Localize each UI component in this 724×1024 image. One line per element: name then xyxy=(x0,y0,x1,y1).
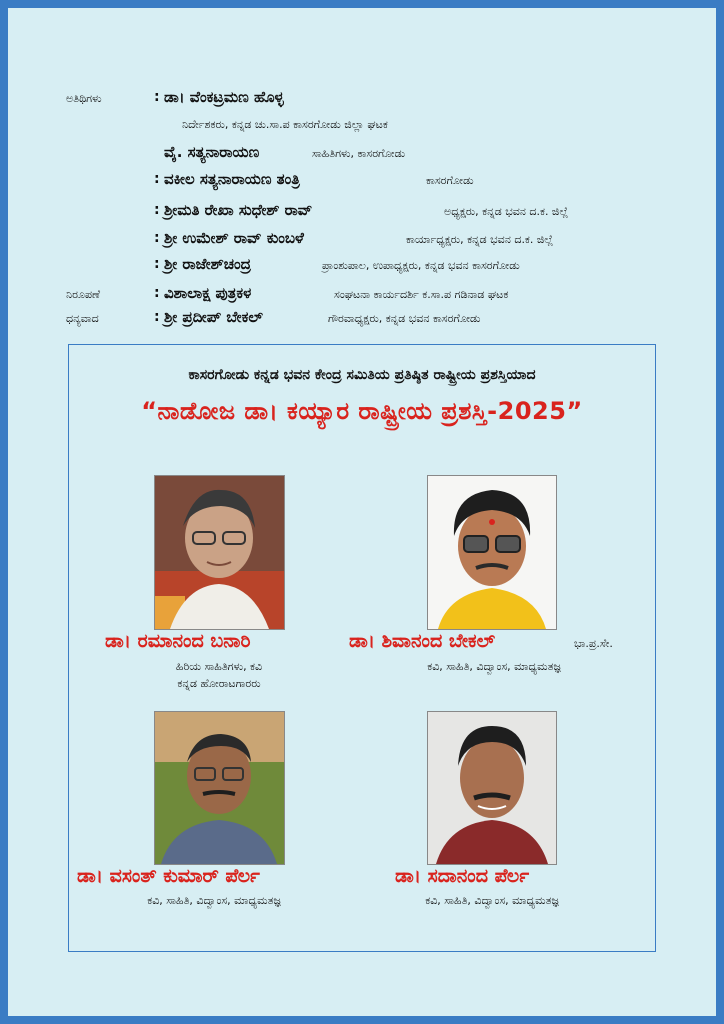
colon: : xyxy=(154,309,160,325)
guest-desc: ಗೌರವಾಧ್ಯಕ್ಷರು, ಕನ್ನಡ ಭವನ ಕಾಸರಗೋಡು xyxy=(328,312,481,325)
awardee-name-4: ಡಾ। ಸದಾನಂದ ಪೆರ್ಲ xyxy=(395,865,530,887)
guest-desc: ಪ್ರಾಂಶುಪಾಲ, ಉಪಾಧ್ಯಕ್ಷರು, ಕನ್ನಡ ಭವನ ಕಾಸರಗೋಡು xyxy=(322,259,520,272)
awardee-name-3: ಡಾ। ವಸಂತ್ ಕುಮಾರ್ ಪೆರ್ಲ xyxy=(77,865,260,887)
role-label: ಅತಿಥಿಗಳು xyxy=(66,92,102,105)
award-heading: ಕಾಸರಗೋಡು ಕನ್ನಡ ಭವನ ಕೇಂದ್ರ ಸಮಿತಿಯ ಪ್ರತಿಷ್ಠಿತ ರಾಷ್ಟ್ರೀಯ ಪ್ರಶಸ್ತಿಯಾದ xyxy=(188,367,536,383)
guest-name: ಶ್ರೀ ರಾಜೇಶ್‌ಚಂದ್ರ xyxy=(164,255,251,273)
guest-desc: ಅಧ್ಯಕ್ಷರು, ಕನ್ನಡ ಭವನ ದ.ಕ. ಜಿಲ್ಲೆ xyxy=(444,205,569,218)
colon: : xyxy=(154,256,160,272)
awardee-desc-3: ಕವಿ, ಸಾಹಿತಿ, ವಿದ್ವಾಂಸ, ಮಾಧ್ಯಮತಜ್ಞ xyxy=(147,894,281,907)
guest-name: ಡಾ। ವೆಂಕಟ್ರಮಣ ಹೊಳ್ಳ xyxy=(164,88,284,106)
awardee-desc-2: ಕವಿ, ಸಾಹಿತಿ, ವಿದ್ವಾಂಸ, ಮಾಧ್ಯಮತಜ್ಞ xyxy=(427,660,561,673)
colon: : xyxy=(154,89,160,105)
awardee-name-2: ಡಾ। ಶಿವಾನಂದ ಬೇಕಲ್ xyxy=(349,630,496,652)
guest-name: ಶ್ರೀ ಪ್ರದೀಪ್ ಬೇಕಲ್ xyxy=(164,308,263,326)
awardee-desc-4: ಕವಿ, ಸಾಹಿತಿ, ವಿದ್ವಾಂಸ, ಮಾಧ್ಯಮತಜ್ಞ xyxy=(425,894,559,907)
awardee-desc-1b: ಕನ್ನಡ ಹೋರಾಟಗಾರರು xyxy=(177,677,261,690)
portrait-image xyxy=(428,476,556,629)
awardee-suffix-2: ಭಾ.ಪ್ರ.ಸೇ. xyxy=(574,637,613,650)
guest-desc: ಸಾಹಿತಿಗಳು, ಕಾಸರಗೋಡು xyxy=(312,147,406,160)
guest-name: ವಕೀಲ ಸತ್ಯನಾರಾಯಣ ತಂತ್ರಿ xyxy=(164,170,300,188)
awardee-photo-1 xyxy=(154,475,285,630)
guest-desc: ಕಾರ್ಯಾಧ್ಯಕ್ಷರು, ಕನ್ನಡ ಭವನ ದ.ಕ. ಜಿಲ್ಲೆ xyxy=(406,233,554,246)
colon: : xyxy=(154,285,160,301)
portrait-image xyxy=(155,476,284,629)
guest-name: ಶ್ರೀಮತಿ ರೇಖಾ ಸುಧೇಶ್ ರಾವ್ xyxy=(164,201,313,219)
guest-name: ವಿಶಾಲಾಕ್ಷ ಪುತ್ರಕಳ xyxy=(164,284,252,302)
portrait-image xyxy=(155,712,284,864)
colon: : xyxy=(154,202,160,218)
awardee-photo-2 xyxy=(427,475,557,630)
awardee-name-1: ಡಾ। ರಮಾನಂದ ಬನಾರಿ xyxy=(105,630,251,652)
role-label: ಧನ್ಯವಾದ xyxy=(66,312,99,325)
awardee-photo-3 xyxy=(154,711,285,865)
guest-name: ವೈ. ಸತ್ಯನಾರಾಯಣ xyxy=(164,143,260,161)
colon: : xyxy=(154,230,160,246)
colon: : xyxy=(154,171,160,187)
guest-desc: ಕಾಸರಗೋಡು xyxy=(426,174,474,187)
portrait-image xyxy=(428,712,556,864)
awardee-photo-4 xyxy=(427,711,557,865)
role-label: ನಿರೂಪಣೆ xyxy=(66,288,101,301)
guest-desc: ಸಂಘಟನಾ ಕಾರ್ಯದರ್ಶಿ ಕ.ಸಾ.ಪ ಗಡಿನಾಡ ಘಟಕ xyxy=(334,288,509,301)
awardee-desc-1a: ಹಿರಿಯ ಸಾಹಿತಿಗಳು, ಕವಿ xyxy=(175,660,263,673)
guest-desc: ನಿರ್ದೇಶಕರು, ಕನ್ನಡ ಚು.ಸಾ.ಪ ಕಾಸರಗೋಡು ಜಿಲ್ಲಾ ಘಟಕ xyxy=(182,118,388,131)
award-box xyxy=(68,344,656,952)
award-title: “ನಾಡೋಜ ಡಾ। ಕಯ್ಯಾರ ರಾಷ್ಟ್ರೀಯ ಪ್ರಶಸ್ತಿ-2025” xyxy=(141,397,583,425)
guest-name: ಶ್ರೀ ಉಮೇಶ್ ರಾವ್ ಕುಂಬಳೆ xyxy=(164,229,304,247)
